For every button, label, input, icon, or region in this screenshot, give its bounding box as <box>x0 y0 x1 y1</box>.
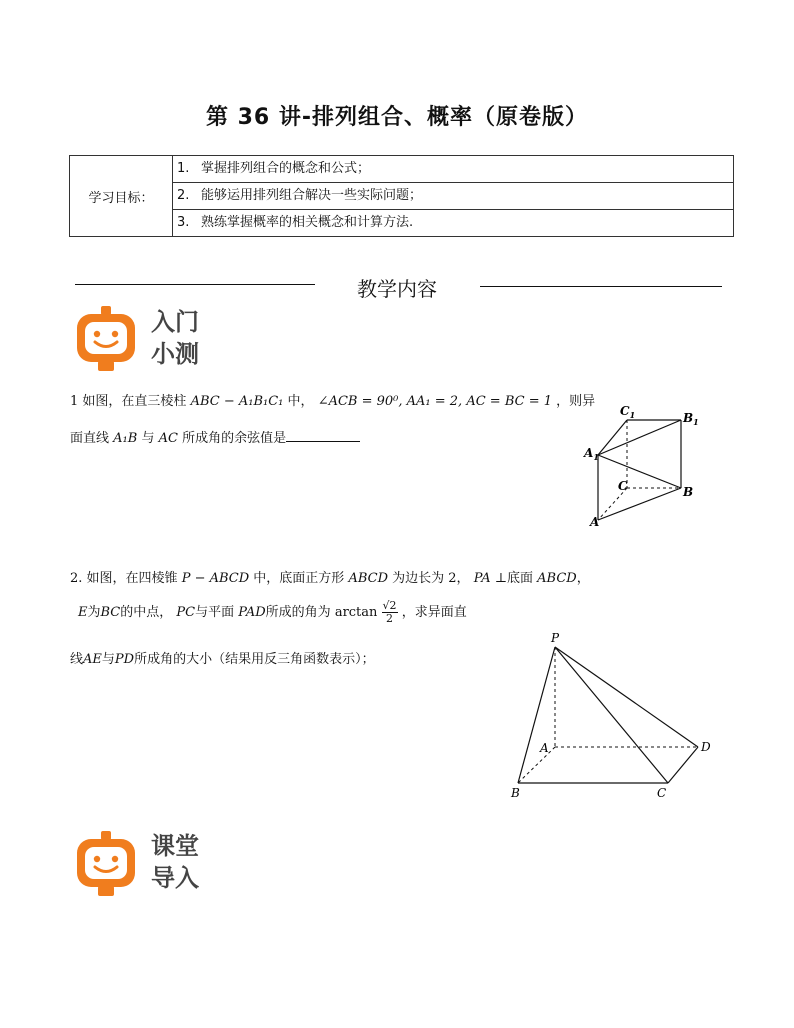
q2-text: 的中点， <box>120 605 173 620</box>
label-d: D <box>701 740 711 754</box>
robot-face-icon <box>74 305 140 373</box>
q1-text: 所成角的余弦值是 <box>182 431 287 446</box>
q2-text: 与 <box>101 652 115 667</box>
q2-line3 <box>70 648 375 667</box>
q2-pyramid: P − ABCD <box>181 571 250 586</box>
goals-list <box>173 156 734 237</box>
q1-text: 中， <box>287 394 314 409</box>
q1-line-a1b: A₁B <box>113 431 138 446</box>
pyramid-figure <box>505 630 720 805</box>
prism-figure <box>580 400 700 530</box>
goal-text: 能够运用排列组合解决一些实际问题； <box>201 188 423 203</box>
label-c: C <box>618 479 628 493</box>
q2-text: 所成角的大小（结果用反三角函数表示）； <box>134 652 375 667</box>
badge-line2: 导入 <box>151 864 199 892</box>
q1-number: 1 <box>70 394 79 409</box>
goal-num: 3. <box>177 215 190 230</box>
section-divider-right <box>480 286 722 287</box>
badge-line2: 小测 <box>151 340 199 368</box>
q2-text: ， <box>576 571 590 586</box>
q2-seg-pc: PC <box>176 605 196 620</box>
label-b: B <box>683 485 694 499</box>
q2-seg-pd: PD <box>114 652 135 667</box>
q2-fraction <box>382 600 398 625</box>
q2-text: 为边长为 2， <box>392 571 470 586</box>
label-b: B <box>511 786 520 800</box>
badge-line1: 入门 <box>151 308 199 336</box>
q2-seg-ae: AE <box>83 652 102 667</box>
q2-seg-bc: BC <box>100 605 121 620</box>
label-a1: $A_1$ <box>584 446 599 462</box>
q1-text: 如图，在直三棱柱 <box>82 394 187 409</box>
q2-point-e: E <box>78 605 88 620</box>
q2-line2 <box>78 600 467 625</box>
q1-conditions: ∠ACB = 90⁰, AA₁ = 2, AC = BC = 1 <box>317 394 552 409</box>
fraction-numerator: √2 <box>382 599 397 612</box>
goal-num: 1. <box>177 161 190 176</box>
label-a: A <box>590 515 600 529</box>
q2-perp: PA ⊥ <box>473 571 508 586</box>
q1-line2 <box>70 427 360 446</box>
robot-face-icon <box>74 830 140 898</box>
goal-item <box>173 156 733 183</box>
q2-text: 线 <box>70 652 84 667</box>
q1-line1 <box>70 390 595 409</box>
q2-text: 与平面 <box>195 605 235 620</box>
q1-prism: ABC − A₁B₁C₁ <box>190 394 284 409</box>
label-p: P <box>551 631 560 645</box>
q2-text: . 如图，在四棱锥 <box>78 571 178 586</box>
q2-text: 为 <box>87 605 101 620</box>
q2-text: 底面 <box>507 571 534 586</box>
fraction-denominator: 2 <box>386 612 394 625</box>
label-c1: $C_1$ <box>620 404 636 420</box>
label-b1: $B_1$ <box>683 411 699 427</box>
goal-item <box>173 210 733 236</box>
goal-item <box>173 183 733 210</box>
goal-text: 掌握排列组合的概念和公式； <box>201 161 371 176</box>
q1-text: 与 <box>141 431 155 446</box>
q2-line1 <box>70 567 590 586</box>
q2-text: ，求异面直 <box>401 605 467 620</box>
q1-answer-blank <box>286 429 360 442</box>
goal-num: 2. <box>177 188 190 203</box>
badge-line1: 课堂 <box>151 832 199 860</box>
q2-base: ABCD <box>537 571 577 586</box>
learning-goals-table <box>69 155 734 237</box>
q2-number: 2 <box>70 571 79 586</box>
q1-text: 面直线 <box>70 431 110 446</box>
page-title: 第 36 讲-排列组合、概率（原卷版） <box>205 105 589 130</box>
q2-plane-pad: PAD <box>238 605 266 620</box>
label-c: C <box>657 786 667 800</box>
q1-line-ac: AC <box>158 431 178 446</box>
q2-arctan: arctan <box>334 605 378 620</box>
goal-text: 熟练掌握概率的相关概念和计算方法. <box>201 215 414 230</box>
q2-square: ABCD <box>348 571 389 586</box>
goals-label: 学习目标： <box>70 156 173 237</box>
q2-text: 所成的角为 <box>265 605 331 620</box>
label-a: A <box>540 741 549 755</box>
q2-text: 中，底面正方形 <box>253 571 345 586</box>
section-title: 教学内容 <box>357 277 437 301</box>
q1-text: ，则异 <box>556 394 596 409</box>
